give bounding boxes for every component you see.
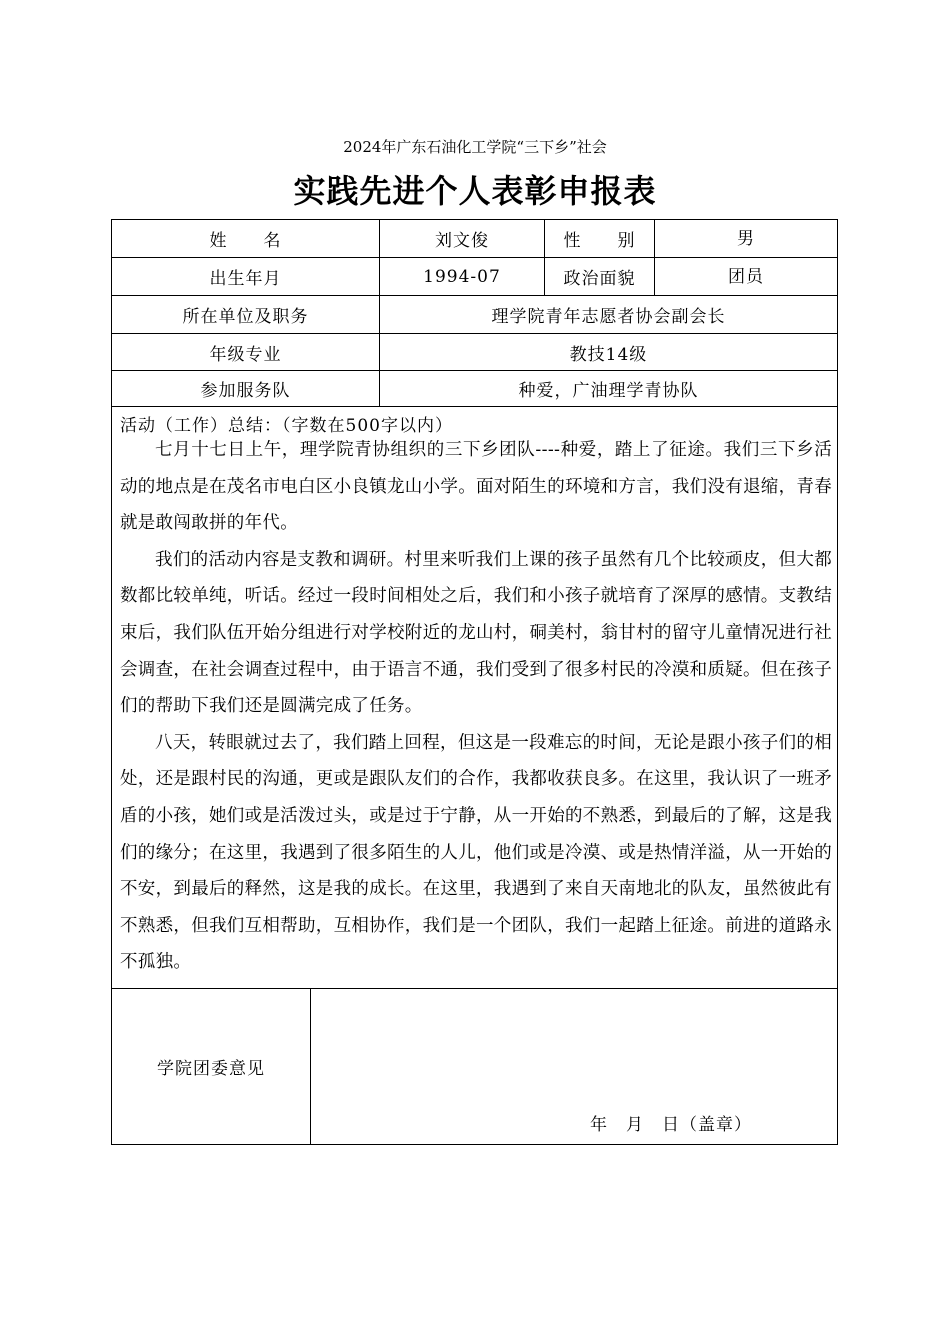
row-team [112, 371, 837, 407]
gender-value: 男 [737, 229, 755, 249]
opinion-label: 学院团委意见 [112, 989, 311, 1144]
team-value: 种爱，广油理学青协队 [518, 381, 699, 401]
summary-paragraph: 我们的活动内容是支教和调研。村里来听我们上课的孩子虽然有几个比较顽皮，但大都数都比较单纯，听话。经过一段时间相处之后，我们和小孩子就培育了深厚的感情。支教结束后，我们队伍开始分组进行对学校附近的龙山村，硐美村，翁甘村的留守儿童情况进行社会调查，在社会调查过程中，由于语言不通，我们受到了很多村民的冷漠和质疑。但在孩子们的帮助下我们还是圆满完成了任务。 [120, 549, 832, 717]
politics-label: 政治面貌 [545, 258, 655, 295]
row-name-gender [112, 220, 837, 258]
name-label: 姓 名 [112, 220, 380, 257]
grade-value: 教技14级 [569, 344, 648, 365]
name-value: 刘文俊 [380, 220, 545, 257]
summary-text [120, 432, 832, 981]
grade-label: 年级专业 [112, 334, 380, 370]
summary-heading: 活动（工作）总结：（字数在500字以内） [120, 416, 453, 436]
politics-value: 团员 [728, 267, 764, 287]
team-label: 参加服务队 [112, 371, 380, 406]
birth-label: 出生年月 [112, 258, 380, 295]
row-birth-politics [112, 258, 837, 296]
application-form [111, 219, 838, 1145]
row-unit [112, 296, 837, 334]
unit-label: 所在单位及职务 [112, 296, 380, 333]
birth-value: 1994-07 [380, 258, 545, 295]
opinion-date-line: 年 月 日（盖章） [590, 1115, 752, 1135]
gender-label: 性 别 [545, 220, 655, 257]
row-grade [112, 334, 837, 371]
unit-value: 理学院青年志愿者协会副会长 [491, 307, 726, 327]
form-title: 实践先进个人表彰申报表 [293, 172, 657, 210]
summary-paragraph: 七月十七日上午，理学院青协组织的三下乡团队----种爱，踏上了征途。我们三下乡活动的地点是在茂名市电白区小良镇龙山小学。面对陌生的环境和方言，我们没有退缩，青春就是敢闯敢拼的年代。 [120, 440, 832, 534]
summary-paragraph: 八天，转眼就过去了，我们踏上回程，但这是一段难忘的时间，无论是跟小孩子们的相处，还是跟村民的沟通，更或是跟队友们的合作，我都收获良多。在这里，我认识了一班矛盾的小孩，她们或是活泼过头，或是过于宁静，从一开始的不熟悉，到最后的了解，这是我们的缘分；在这里，我遇到了很多陌生的人儿，他们或是冷漠、或是热情洋溢，从一开始的不安，到最后的释然，这是我的成长。在这里，我遇到了来自天南地北的队友，虽然彼此有不熟悉，但我们互相帮助，互相协作，我们是一个团队，我们一起踏上征途。前进的道路永不孤独。 [120, 732, 832, 973]
form-subtitle: 2024年广东石油化工学院“三下乡”社会 [343, 138, 607, 156]
